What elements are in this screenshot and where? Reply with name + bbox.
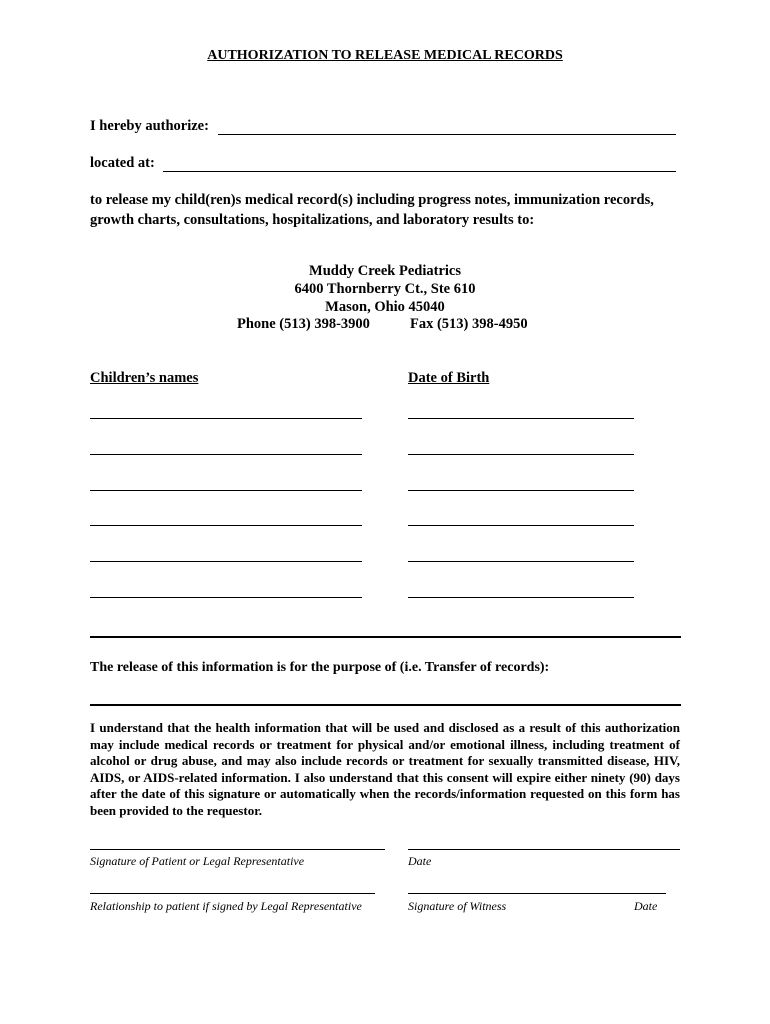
recipient-street: 6400 Thornberry Ct., Ste 610 xyxy=(294,281,476,297)
witness-date-caption: Date xyxy=(634,899,658,913)
child-name-field-3[interactable] xyxy=(90,490,362,491)
child-name-field-2[interactable] xyxy=(90,454,362,455)
purpose-label: The release of this information is for the purpose of (i.e. Transfer of records): xyxy=(90,660,550,675)
child-name-field-4[interactable] xyxy=(90,525,362,526)
child-name-field-5[interactable] xyxy=(90,561,362,562)
child-name-field-1[interactable] xyxy=(90,418,362,419)
relationship-caption: Relationship to patient if signed by Legal Representative xyxy=(90,899,362,913)
authorize-label: I hereby authorize: xyxy=(90,118,209,134)
recipient-name: Muddy Creek Pediatrics xyxy=(309,263,461,279)
child-dob-field-1[interactable] xyxy=(408,418,634,419)
purpose-field[interactable] xyxy=(90,704,681,706)
child-dob-field-2[interactable] xyxy=(408,454,634,455)
child-dob-field-6[interactable] xyxy=(408,597,634,598)
form-title: AUTHORIZATION TO RELEASE MEDICAL RECORDS xyxy=(207,48,563,63)
recipient-fax: Fax (513) 398-4950 xyxy=(410,316,528,332)
date-field[interactable] xyxy=(408,849,680,850)
located-field[interactable] xyxy=(163,171,676,172)
relationship-field[interactable] xyxy=(90,893,375,894)
patient-signature-caption: Signature of Patient or Legal Representative xyxy=(90,854,305,868)
recipient-phone: Phone (513) 398-3900 xyxy=(237,316,370,332)
children-names-header: Children’s names xyxy=(90,370,199,386)
child-dob-field-4[interactable] xyxy=(408,525,634,526)
consent-text: I understand that the health information that will be used and disclosed as a result of this authorization may include medical records or treatment for physical and/or emotional illness, including treatment of alcohol or drug abuse, and may also include records or treatment for sexually transmitted disease, HIV, AIDS, or AIDS-related information. I also understand that this consent will expire either ninety (90) days after the date of this signature or automatically when the records/information requested on this form has been provided to the requestor. xyxy=(90,720,680,818)
recipient-city: Mason, Ohio 45040 xyxy=(325,299,445,315)
child-dob-field-3[interactable] xyxy=(408,490,634,491)
child-dob-field-5[interactable] xyxy=(408,561,634,562)
authorize-field[interactable] xyxy=(218,134,676,135)
patient-signature-field[interactable] xyxy=(90,849,385,850)
section-divider xyxy=(90,636,681,638)
date-of-birth-header: Date of Birth xyxy=(408,370,490,386)
release-text: to release my child(ren)s medical record(s) including progress notes, immunization records, growth charts, consultations, hospitalizations, and laboratory results to: xyxy=(90,192,654,228)
child-name-field-6[interactable] xyxy=(90,597,362,598)
witness-signature-caption: Signature of Witness xyxy=(408,899,507,913)
date-caption: Date xyxy=(408,854,432,868)
located-label: located at: xyxy=(90,155,155,171)
witness-signature-field[interactable] xyxy=(408,893,666,894)
